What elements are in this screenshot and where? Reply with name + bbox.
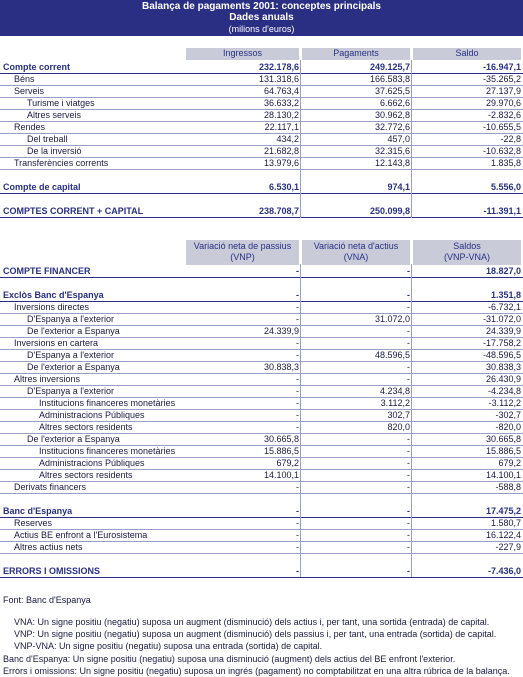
row-value: - [407, 542, 410, 552]
row-value: -35.265,2 [482, 74, 521, 84]
col-header-label: Pagaments [333, 48, 379, 58]
row-label: Reserves [14, 518, 53, 528]
col-header-label: Ingressos [222, 48, 263, 58]
row-value: -3.112,2 [488, 398, 521, 408]
row-label: Del treball [27, 134, 68, 144]
row-value: 24.339,9 [263, 326, 299, 336]
row-value: - [407, 290, 410, 300]
row-value: 17.475,2 [485, 506, 521, 516]
column-divider [300, 60, 301, 218]
col-header-line1: Variació neta de passius [193, 241, 292, 251]
row-value: 14.100,1 [263, 470, 299, 480]
table-row [0, 181, 523, 194]
col-header-pagaments [302, 48, 410, 60]
row-value: 31.072,0 [374, 314, 410, 324]
row-value: 36.633,2 [263, 98, 299, 108]
row-value: 24.339,9 [485, 326, 521, 336]
col-header-vnp [186, 240, 299, 265]
row-value: -31.072,0 [482, 314, 521, 324]
note-banc-espanya: Banc d'Espanya: Un signe positiu (negatiu) suposa una disminució (augment) dels actius del BE enfront l'exterior. [3, 654, 456, 664]
col-header-saldos [413, 240, 521, 265]
row-value: 32.772,6 [374, 122, 410, 132]
row-value: 6.530,1 [268, 182, 299, 192]
row-value: 14.100,1 [485, 470, 521, 480]
row-label: De la inversió [27, 146, 82, 156]
row-value: 232.178,6 [258, 62, 299, 72]
row-value: - [296, 386, 299, 396]
note-source: Font: Banc d'Espanya [3, 595, 91, 605]
row-value: 30.665,8 [485, 434, 521, 444]
row-value: -11.391,1 [483, 206, 521, 216]
col-header-vna [302, 240, 410, 265]
row-value: - [407, 362, 410, 372]
row-value: 1.835,8 [490, 158, 521, 168]
row-value: 26.430,9 [485, 374, 521, 384]
row-label: Compte corrent [3, 62, 71, 72]
row-value: - [296, 314, 299, 324]
row-value: -22,8 [500, 134, 521, 144]
row-value: 48.596,5 [374, 350, 410, 360]
row-value: - [296, 338, 299, 348]
row-label: COMPTE FINANCER [3, 266, 91, 276]
row-label: D'Espanya a l'exterior [27, 386, 114, 396]
row-value: - [296, 506, 299, 516]
row-value: 29.970,6 [485, 98, 521, 108]
col-header-line2: (VNP) [230, 252, 255, 262]
row-value: 4.234,8 [379, 386, 410, 396]
row-value: - [407, 482, 410, 492]
row-value: - [296, 302, 299, 312]
column-divider [300, 264, 301, 577]
row-value: 1.580,7 [490, 518, 521, 528]
row-value: - [407, 566, 410, 576]
row-value: 1.351,8 [490, 290, 521, 300]
row-value: 679,2 [276, 458, 299, 468]
row-value: 21.682,8 [263, 146, 299, 156]
row-value: 18.827,0 [485, 266, 521, 276]
row-label: D'Espanya a l'exterior [27, 350, 114, 360]
row-value: 820,0 [387, 422, 410, 432]
row-value: 249.125,7 [369, 62, 410, 72]
row-value: 16.122,4 [485, 530, 521, 540]
column-divider [411, 264, 412, 577]
row-value: 974,1 [387, 182, 410, 192]
row-value: 32.315,6 [374, 146, 410, 156]
row-label: Administracions Públiques [39, 458, 145, 468]
row-value: 30.962,8 [374, 110, 410, 120]
row-value: 28.130,2 [263, 110, 299, 120]
row-value: - [296, 518, 299, 528]
row-value: 22.117,1 [264, 122, 299, 132]
row-label: Derivats financers [14, 482, 87, 492]
row-value: 37.625,5 [374, 86, 410, 96]
row-value: - [407, 506, 410, 516]
col-header-line2: (VNA) [343, 252, 369, 262]
row-label: Exclòs Banc d'Espanya [3, 290, 104, 300]
report-header [0, 0, 523, 36]
row-value: - [296, 374, 299, 384]
row-label: Inversions directes [14, 302, 90, 312]
col-header-label: Saldo [455, 48, 479, 58]
col-header-line2: (VNP-VNA) [443, 252, 490, 262]
note-vna: VNA: Un signe positiu (negatiu) suposa un augment (disminució) dels actius i, per tant, una sortida (entrada) de capital. [14, 617, 490, 627]
row-value: 250.099,8 [369, 206, 410, 216]
row-value: -17.758,2 [482, 338, 521, 348]
row-value: -10.655,5 [482, 122, 521, 132]
row-value: - [407, 326, 410, 336]
row-value: - [407, 302, 410, 312]
row-value: 64.763,4 [263, 86, 299, 96]
row-value: - [296, 422, 299, 432]
row-value: 27.137,9 [485, 86, 521, 96]
row-value: -4.234,8 [487, 386, 521, 396]
row-label: Altres sectors residents [39, 470, 133, 480]
row-value: 3.112,2 [380, 398, 410, 408]
row-label: Serveis [14, 86, 45, 96]
row-value: - [407, 446, 410, 456]
row-value: 457,0 [387, 134, 410, 144]
row-value: 12.143,8 [374, 158, 410, 168]
row-label: COMPTES CORRENT + CAPITAL [3, 206, 144, 216]
col-header-line1: Variació neta d'actius [313, 241, 399, 251]
row-label: Rendes [14, 122, 46, 132]
row-label: De l'exterior a Espanya [27, 326, 120, 336]
row-value: 30.838,3 [263, 362, 299, 372]
row-value: - [296, 410, 299, 420]
row-value: - [407, 530, 410, 540]
row-label: Béns [14, 74, 35, 84]
table-row [0, 541, 523, 554]
row-value: 15.886,5 [263, 446, 299, 456]
row-value: -302,7 [495, 410, 521, 420]
row-value: -6.732,1 [487, 302, 521, 312]
table-row [0, 157, 523, 170]
row-label: Banc d'Espanya [3, 506, 73, 516]
row-value: - [407, 434, 410, 444]
report-units: (milions d'euros) [228, 24, 295, 34]
row-label: ERRORS I OMISSIONS [3, 566, 101, 576]
row-value: -7.436,0 [487, 566, 521, 576]
row-value: - [407, 470, 410, 480]
report-title: Balança de pagaments 2001: conceptes principals [142, 1, 381, 12]
table-row [0, 205, 523, 218]
row-label: Altres sectors residents [39, 422, 133, 432]
row-value: - [407, 374, 410, 384]
table-row [0, 565, 523, 578]
row-value: 30.665,8 [263, 434, 299, 444]
row-value: 679,2 [498, 458, 521, 468]
row-value: -2.832,6 [487, 110, 521, 120]
row-label: Institucions financeres monetàries [39, 446, 176, 456]
row-value: -820,0 [495, 422, 521, 432]
row-value: 13.979,6 [263, 158, 299, 168]
row-label: Altres actius nets [14, 542, 83, 552]
row-value: 434,2 [276, 134, 299, 144]
row-value: -588,8 [495, 482, 521, 492]
row-label: Transferències corrents [14, 158, 109, 168]
row-value: - [296, 482, 299, 492]
row-value: - [407, 518, 410, 528]
row-value: - [296, 542, 299, 552]
report-subtitle: Dades anuals [229, 12, 294, 23]
row-value: -48.596,5 [482, 350, 521, 360]
row-value: - [296, 398, 299, 408]
row-label: Administracions Públiques [39, 410, 145, 420]
row-value: - [407, 266, 410, 276]
row-value: - [296, 350, 299, 360]
row-label: Institucions financeres monetàries [39, 398, 176, 408]
row-value: - [296, 266, 299, 276]
note-vnpvna: VNP-VNA: Un signe positiu (negatiu) suposa una entrada (sortida) de capital. [14, 641, 323, 651]
column-divider [411, 60, 412, 218]
note-errors-omissions: Errors i omissions: Un signe positiu (negatiu) suposa un ingrés (pagament) no comptabilitzat en una altra rúbrica de la balança. [3, 666, 510, 676]
row-value: 15.886,5 [485, 446, 521, 456]
row-value: - [407, 458, 410, 468]
row-value: 131.318,6 [258, 74, 299, 84]
row-value: - [296, 290, 299, 300]
row-value: - [296, 566, 299, 576]
row-label: De l'exterior a Espanya [27, 434, 120, 444]
row-value: -16.947,1 [482, 62, 521, 72]
row-value: 30.838,3 [485, 362, 521, 372]
row-value: - [407, 338, 410, 348]
row-value: -10.632,8 [482, 146, 521, 156]
row-value: - [296, 530, 299, 540]
row-label: Altres serveis [27, 110, 82, 120]
row-label: Altres inversions [14, 374, 81, 384]
col-header-saldo [413, 48, 521, 60]
row-value: 5.556,0 [490, 182, 521, 192]
col-header-ingressos [186, 48, 299, 60]
note-vnp: VNP: Un signe positiu (negatiu) suposa un augment (disminució) dels passius i, per tant, una entrada (sortida) de capital. [14, 629, 497, 639]
row-value: 166.583,8 [369, 74, 410, 84]
row-label: D'Espanya a l'exterior [27, 314, 114, 324]
row-label: Turisme i viatges [27, 98, 95, 108]
row-value: 302,7 [387, 410, 410, 420]
row-value: 238.708,7 [258, 206, 299, 216]
row-label: Actius BE enfront a l'Eurosistema [14, 530, 148, 540]
row-label: Inversions en cartera [14, 338, 99, 348]
row-value: -227,9 [495, 542, 521, 552]
row-label: Compte de capital [3, 182, 81, 192]
table-row [0, 481, 523, 494]
col-header-line1: Saldos [453, 241, 481, 251]
row-label: De l'exterior a Espanya [27, 362, 120, 372]
row-value: 6.662,6 [379, 98, 410, 108]
table-row [0, 265, 523, 278]
